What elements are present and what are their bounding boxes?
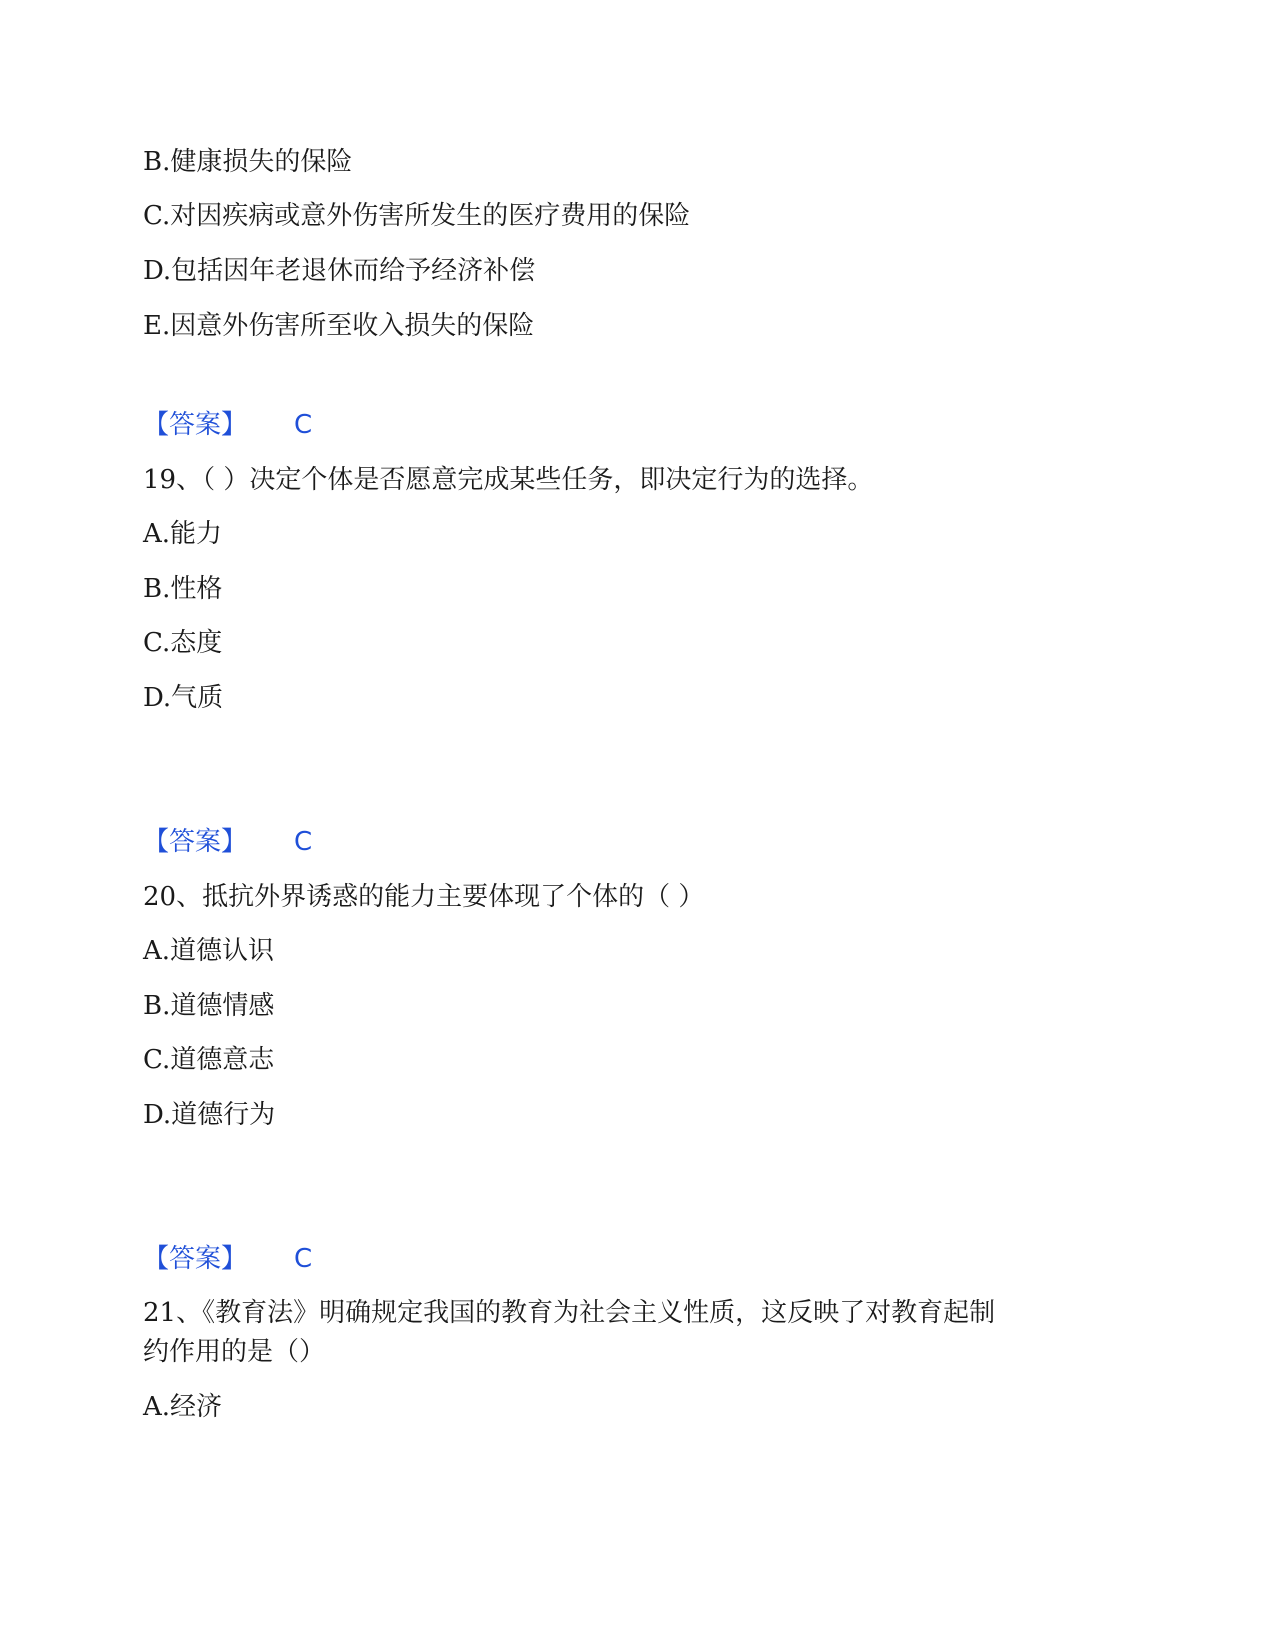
answer-label: 【答案】 — [143, 410, 248, 440]
option-e: E.因意外伤害所至收入损失的保险 — [143, 311, 535, 341]
answer-value: C — [294, 410, 313, 440]
answer-block — [143, 408, 313, 442]
option-a: A.道德认识 — [143, 936, 275, 966]
option-a: A.经济 — [143, 1392, 223, 1422]
option-d: D.包括因年老退休而给予经济补偿 — [143, 256, 536, 286]
option-c: C.道德意志 — [143, 1045, 275, 1075]
question-stem-continued: 约作用的是（） — [143, 1337, 326, 1367]
option-b: B.道德情感 — [143, 991, 275, 1021]
question-stem: 19、（ ）决定个体是否愿意完成某些任务，即决定行为的选择。 — [143, 465, 874, 495]
option-a: A.能力 — [143, 519, 223, 549]
question-stem: 21、《教育法》明确规定我国的教育为社会主义性质，这反映了对教育起制 — [143, 1298, 996, 1328]
option-d: D.气质 — [143, 683, 224, 713]
question-stem: 20、抵抗外界诱惑的能力主要体现了个体的（ ） — [143, 882, 705, 912]
answer-label: 【答案】 — [143, 827, 248, 857]
option-c: C.态度 — [143, 628, 223, 658]
answer-value: C — [294, 827, 313, 857]
answer-block — [143, 825, 313, 859]
answer-label: 【答案】 — [143, 1244, 248, 1274]
option-c: C.对因疾病或意外伤害所发生的医疗费用的保险 — [143, 201, 691, 231]
answer-block — [143, 1242, 313, 1276]
answer-value: C — [294, 1244, 313, 1274]
option-b: B.健康损失的保险 — [143, 147, 353, 177]
option-d: D.道德行为 — [143, 1100, 276, 1130]
option-b: B.性格 — [143, 574, 223, 604]
